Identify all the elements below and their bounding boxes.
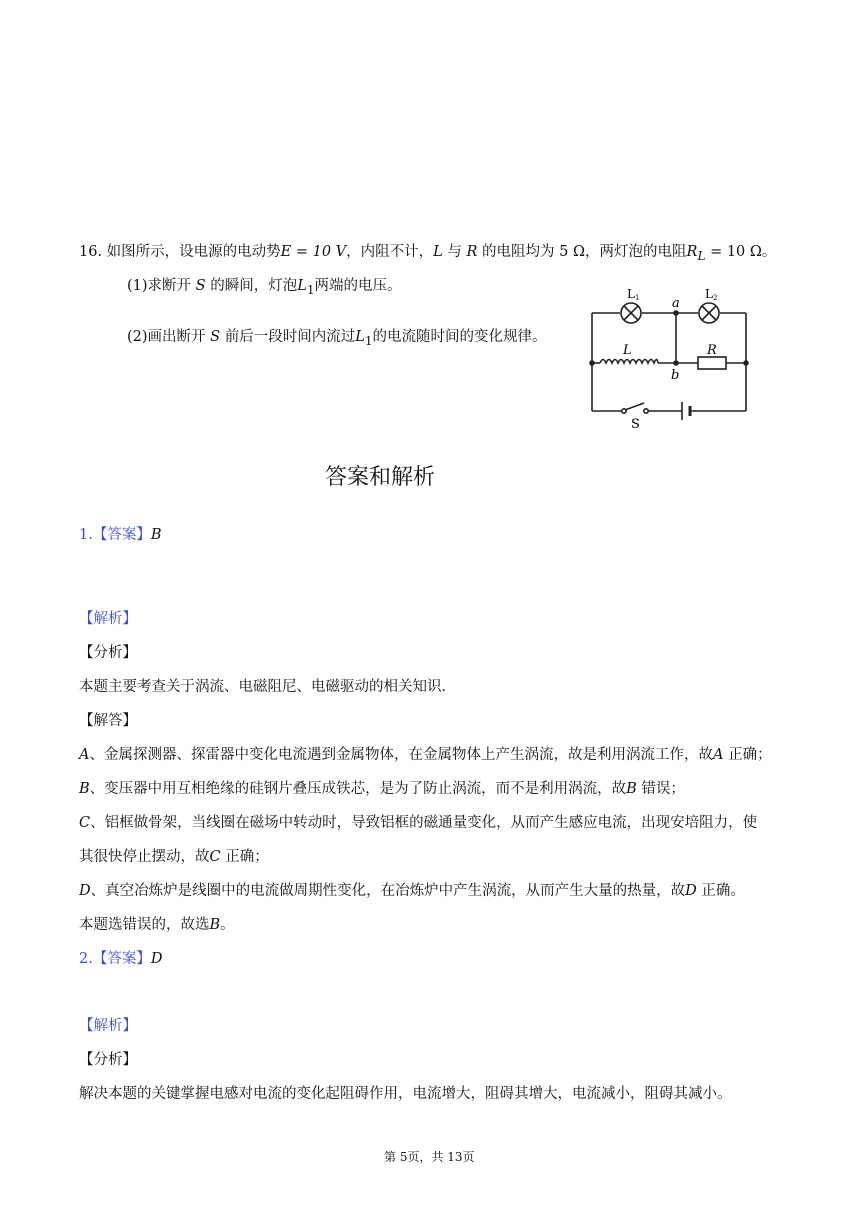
part1-symbol-L1: L bbox=[297, 278, 307, 294]
label-L1: L1 bbox=[627, 287, 640, 302]
stem-symbol-L: L bbox=[433, 244, 443, 260]
battery-icon bbox=[682, 402, 690, 420]
stem-text: = 10 Ω。 bbox=[705, 244, 777, 260]
lamp-L1-icon bbox=[621, 303, 641, 323]
resistor-icon bbox=[698, 357, 726, 369]
answer-2-fenxi: 【分析】 bbox=[79, 1052, 137, 1068]
part2-text: (2)画出断开 bbox=[127, 329, 211, 345]
label-b: b bbox=[671, 368, 680, 383]
answer-1-line-C: C、铝框做骨架，当线圈在磁场中转动时，导致铝框的磁通量变化，从而产生感应电流，出现安培阻力，使 bbox=[79, 815, 758, 831]
answer-1-line-B: B、变压器中用互相绝缘的硅钢片叠压成铁芯，是为了防止涡流，而不是利用涡流，故B 错误； bbox=[79, 781, 685, 797]
part1-text: 的瞬间，灯泡 bbox=[205, 278, 298, 294]
inductor-icon bbox=[600, 360, 658, 364]
answer-2-value: D bbox=[150, 951, 163, 967]
answer-2-label: 2.【答案】 bbox=[79, 951, 151, 967]
answer-1-line-A: A、金属探测器、探雷器中变化电流遇到金属物体，在金属物体上产生涡流，故是利用涡流工作，故A 正确； bbox=[79, 747, 772, 763]
stem-text: ，内阻不计， bbox=[346, 244, 434, 260]
label-a: a bbox=[672, 296, 680, 311]
part1-text: (1)求断开 bbox=[127, 278, 196, 294]
answer-1-value: B bbox=[150, 527, 162, 543]
label-inductor: L bbox=[623, 343, 632, 358]
part2-symbol-S: S bbox=[210, 329, 221, 345]
part1-symbol-S: S bbox=[195, 278, 206, 294]
question-16-part-2 bbox=[127, 325, 547, 348]
part1-subscript: 1 bbox=[306, 282, 315, 297]
answer-1-label: 1.【答案】 bbox=[79, 527, 151, 543]
stem-subscript: L bbox=[697, 248, 706, 263]
label-resistor: R bbox=[707, 343, 717, 358]
question-number: 16. bbox=[79, 244, 103, 260]
stem-text: 如图所示，设电源的电动势 bbox=[106, 244, 281, 260]
lamp-L2-icon bbox=[699, 303, 719, 323]
page-footer: 第 5页，共 13页 bbox=[384, 1150, 475, 1164]
part2-text: 前后一段时间内流过 bbox=[220, 329, 356, 345]
stem-text: 与 bbox=[442, 244, 467, 260]
stem-symbol-R: R bbox=[466, 244, 478, 260]
answer-1-fenxi-text: 本题主要考查关于涡流、电磁阻尼、电磁驱动的相关知识． bbox=[79, 679, 456, 695]
answer-1-line-D: D、真空冶炼炉是线圈中的电流做周期性变化，在冶炼炉中产生涡流，从而产生大量的热量，故D 正确。 bbox=[79, 883, 745, 899]
answer-2-header bbox=[79, 947, 162, 968]
answer-2-jiexi: 【解析】 bbox=[79, 1018, 137, 1034]
answer-1-line-C-cont: 其很快停止摆动，故C 正确； bbox=[79, 849, 269, 865]
switch-icon bbox=[622, 403, 648, 413]
part2-subscript: 1 bbox=[364, 333, 373, 348]
label-L2: L2 bbox=[705, 287, 718, 302]
part2-symbol-L1: L bbox=[355, 329, 365, 345]
answer-1-jieda: 【解答】 bbox=[79, 713, 137, 729]
circuit-diagram bbox=[580, 285, 755, 430]
question-16-part-1 bbox=[127, 274, 402, 297]
answer-1-conclusion: 本题选错误的，故选B。 bbox=[79, 917, 235, 933]
stem-formula-emf: E = 10 V bbox=[280, 244, 347, 260]
answer-2-fenxi-text: 解决本题的关键掌握电感对电流的变化起阻碍作用，电流增大，阻碍其增大，电流减小，阻碍其减小。 bbox=[79, 1086, 732, 1102]
answer-1-jiexi: 【解析】 bbox=[79, 611, 137, 627]
answer-1-header bbox=[79, 523, 162, 544]
part2-text: 的电流随时间的变化规律。 bbox=[372, 329, 547, 345]
part1-text: 两端的电压。 bbox=[314, 278, 402, 294]
section-title: 答案和解析 bbox=[325, 465, 436, 490]
stem-symbol-RL: R bbox=[686, 244, 698, 260]
question-16-stem bbox=[79, 240, 776, 263]
answer-1-fenxi: 【分析】 bbox=[79, 645, 137, 661]
stem-text: 的电阻均为 5 Ω，两灯泡的电阻 bbox=[477, 244, 687, 260]
label-switch: S bbox=[631, 417, 640, 430]
